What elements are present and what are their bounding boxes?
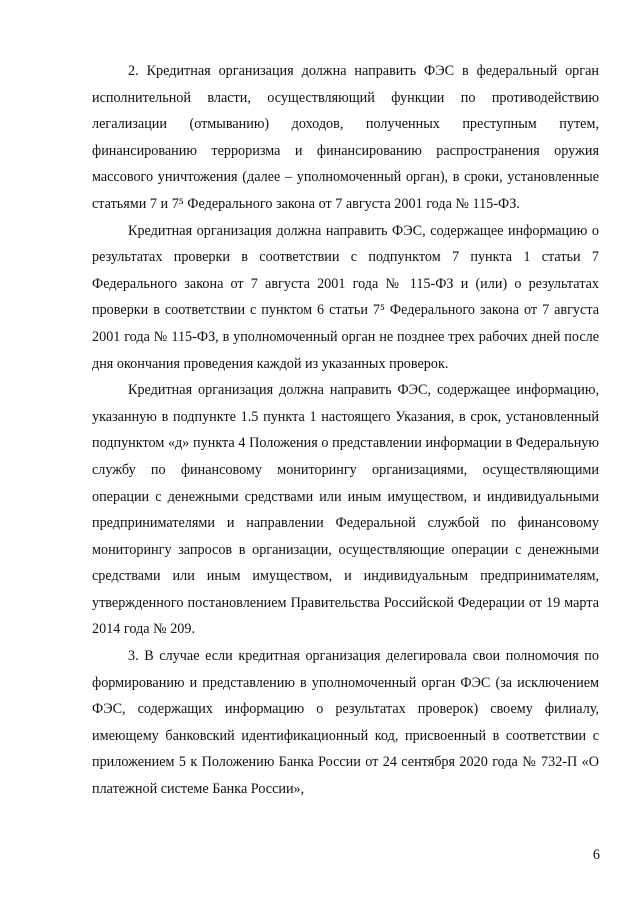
paragraph-2: 2. Кредитная организация должна направить ФЭС в федеральный орган исполнительной власти, осуществляющий функции по противодействию легализации (отмыванию) доходов, полученных преступным путем, финансированию терроризма и финансированию распространения оружия массового уничтожения (далее – уполномоченный орган), в сроки, установленные статьями 7 и 7⁵ Федерального закона от 7 августа 2001 года № 115-ФЗ.	[92, 63, 599, 212]
paragraph-3: 3. В случае если кредитная организация делегировала свои полномочия по формированию и представлению в уполномоченный орган ФЭС (за исключением ФЭС, содержащих информацию о результатах проверок) своему филиалу, имеющему банковский идентификационный код, присвоенный в соответствии с приложением 5 к Положению Банка России от 24 сентября 2020 года № 732-П «О платежной системе Банка России»,	[92, 648, 599, 798]
paragraph-2-second: Кредитная организация должна направить ФЭС, содержащее информацию о результатах проверки в соответствии с подпунктом 7 пункта 1 статьи 7 Федерального закона от 7 августа 2001 года № 115-ФЗ и (или) о результатах проверки в соответствии с пунктом 6 статьи 7⁵ Федерального закона от 7 августа 2001 года № 115-ФЗ, в уполномоченный орган не позднее трех рабочих дней после дня окончания проведения каждой из указанных проверок.	[92, 222, 599, 372]
page-number: 6	[592, 847, 600, 863]
document-body	[92, 58, 599, 803]
paragraph-2-third: Кредитная организация должна направить ФЭС, содержащее информацию, указанную в подпункте 1.5 пункта 1 настоящего Указания, в срок, установленный подпунктом «д» пункта 4 Положения о представлении информации в Федеральную службу по финансовому мониторингу организациями, осуществляющими операции с денежными средствами или иным имуществом, и индивидуальными предпринимателями и направлении Федеральной службой по финансовому мониторингу запросов в организации, осуществляющие операции с денежными средствами или иным имуществом, и индивидуальным предпринимателям, утвержденного постановлением Правительства Российской Федерации от 19 марта 2014 года № 209.	[92, 382, 599, 638]
